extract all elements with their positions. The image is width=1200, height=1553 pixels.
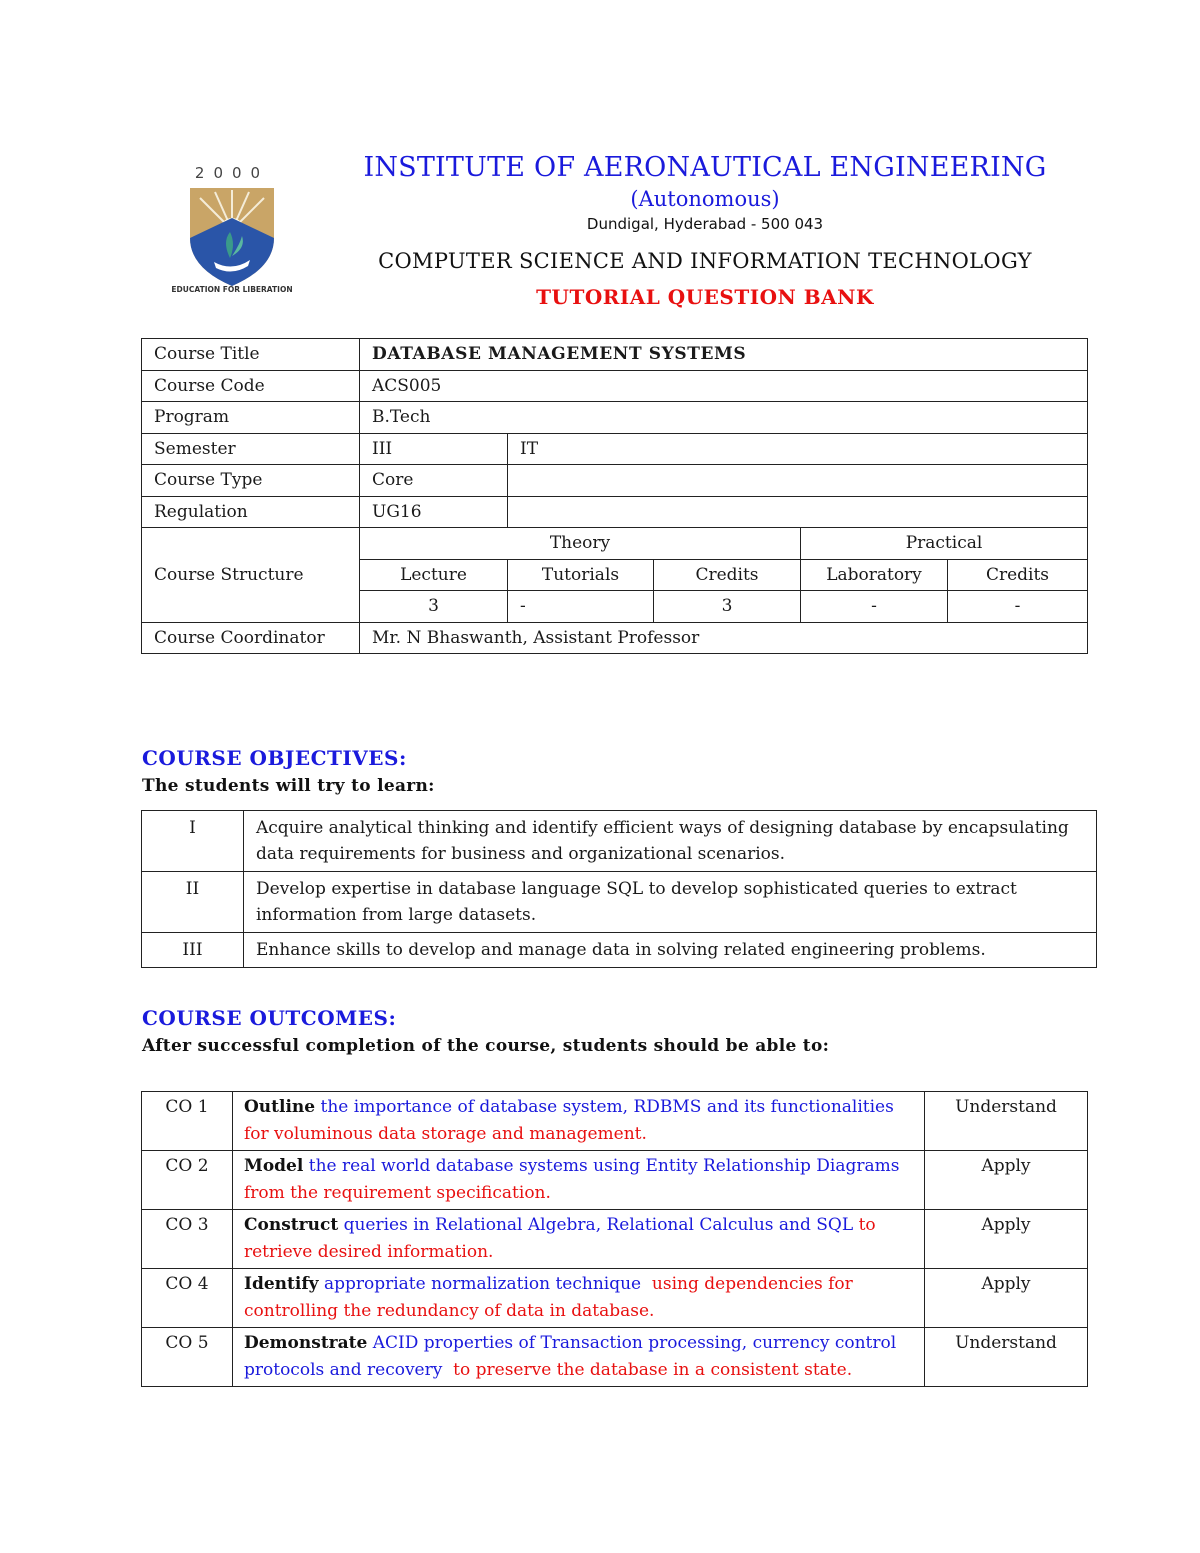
outcome-content: queries in Relational Algebra, Relational Calculus and SQL	[343, 1215, 854, 1235]
table-row	[142, 528, 1088, 560]
course-type-value: Core	[360, 465, 508, 497]
logo-year-text: 2000	[194, 164, 270, 182]
table-row	[142, 339, 1088, 371]
outcome-verb: Identify	[244, 1274, 319, 1294]
objective-number: II	[142, 872, 244, 933]
structure-header-lecture: Lecture	[360, 559, 508, 591]
table-row	[142, 1328, 1088, 1387]
table-row	[142, 811, 1097, 872]
outcome-number: CO 4	[142, 1269, 233, 1328]
semester-label: Semester	[142, 433, 360, 465]
objectives-table	[141, 810, 1097, 968]
objective-number: III	[142, 933, 244, 968]
outcome-verb: Construct	[244, 1215, 339, 1235]
outcome-content: ACID properties of Transaction processing, currency control protocols and recovery	[244, 1333, 897, 1380]
empty-cell	[508, 465, 1088, 497]
structure-value-tutorials: -	[508, 591, 654, 623]
table-row	[142, 1092, 1088, 1151]
structure-value-laboratory: -	[801, 591, 948, 623]
logo-motto-text: EDUCATION FOR LIBERATION	[171, 285, 293, 294]
objective-text: Enhance skills to develop and manage data in solving related engineering problems.	[244, 933, 1097, 968]
outcome-condition: using dependencies for controlling the redundancy of data in database.	[244, 1274, 853, 1321]
outcome-verb: Outline	[244, 1097, 316, 1117]
outcome-text	[233, 1269, 925, 1328]
course-title-label: Course Title	[142, 339, 360, 371]
table-row	[142, 496, 1088, 528]
practical-header: Practical	[801, 528, 1088, 560]
empty-cell	[508, 496, 1088, 528]
table-row	[142, 1269, 1088, 1328]
institute-address: Dundigal, Hyderabad - 500 043	[586, 215, 824, 233]
table-row	[142, 933, 1097, 968]
outcome-condition: to retrieve desired information.	[244, 1215, 876, 1262]
course-title-value: DATABASE MANAGEMENT SYSTEMS	[360, 339, 1088, 371]
document-title: TUTORIAL QUESTION BANK	[536, 285, 874, 309]
structure-header-laboratory: Laboratory	[801, 559, 948, 591]
outcome-number: CO 3	[142, 1210, 233, 1269]
objectives-heading: COURSE OBJECTIVES:	[142, 746, 407, 770]
course-structure-label: Course Structure	[142, 528, 360, 623]
outcome-content: the importance of database system, RDBMS and its functionalities	[320, 1097, 894, 1117]
outcome-condition: to preserve the database in a consistent state.	[453, 1360, 853, 1380]
department-name: COMPUTER SCIENCE AND INFORMATION TECHNOLOGY	[378, 249, 1032, 273]
coordinator-label: Course Coordinator	[142, 622, 360, 654]
structure-header-practical-credits: Credits	[948, 559, 1088, 591]
outcome-condition: for voluminous data storage and management.	[244, 1124, 647, 1144]
document-header	[310, 150, 1100, 312]
institute-logo-icon	[170, 158, 294, 294]
program-label: Program	[142, 402, 360, 434]
objectives-intro: The students will try to learn:	[142, 776, 435, 796]
structure-value-practical-credits: -	[948, 591, 1088, 623]
structure-value-credits: 3	[654, 591, 801, 623]
outcome-level: Apply	[925, 1210, 1088, 1269]
outcome-condition: from the requirement specification.	[244, 1183, 551, 1203]
outcome-verb: Demonstrate	[244, 1333, 368, 1353]
outcome-level: Apply	[925, 1269, 1088, 1328]
table-row	[142, 402, 1088, 434]
structure-header-credits: Credits	[654, 559, 801, 591]
objective-text: Acquire analytical thinking and identify efficient ways of designing database by encapsulating data requirements for business and organizational scenarios.	[244, 811, 1097, 872]
table-row	[142, 465, 1088, 497]
structure-value-lecture: 3	[360, 591, 508, 623]
structure-header-tutorials: Tutorials	[508, 559, 654, 591]
semester-value: III	[360, 433, 508, 465]
outcome-number: CO 1	[142, 1092, 233, 1151]
course-code-value: ACS005	[360, 370, 1088, 402]
table-row	[142, 433, 1088, 465]
program-value: B.Tech	[360, 402, 1088, 434]
outcomes-heading: COURSE OUTCOMES:	[142, 1006, 397, 1030]
table-row	[142, 622, 1088, 654]
regulation-label: Regulation	[142, 496, 360, 528]
table-row	[142, 872, 1097, 933]
coordinator-value: Mr. N Bhaswanth, Assistant Professor	[360, 622, 1088, 654]
table-row	[142, 1210, 1088, 1269]
outcome-level: Understand	[925, 1092, 1088, 1151]
institute-name: INSTITUTE OF AERONAUTICAL ENGINEERING	[363, 152, 1047, 183]
theory-header: Theory	[360, 528, 801, 560]
objective-number: I	[142, 811, 244, 872]
outcome-text	[233, 1092, 925, 1151]
autonomous-label: (Autonomous)	[630, 187, 780, 211]
outcome-number: CO 5	[142, 1328, 233, 1387]
objective-text: Develop expertise in database language SQL to develop sophisticated queries to extract information from large datasets.	[244, 872, 1097, 933]
branch-value: IT	[508, 433, 1088, 465]
outcomes-intro: After successful completion of the course, students should be able to:	[142, 1036, 830, 1056]
outcomes-table	[141, 1091, 1088, 1387]
outcome-text	[233, 1210, 925, 1269]
outcome-verb: Model	[244, 1156, 304, 1176]
outcome-number: CO 2	[142, 1151, 233, 1210]
outcome-content: appropriate normalization technique	[323, 1274, 642, 1294]
outcome-text	[233, 1151, 925, 1210]
outcome-text	[233, 1328, 925, 1387]
course-info-table	[141, 338, 1088, 654]
table-row	[142, 370, 1088, 402]
outcome-content: the real world database systems using Entity Relationship Diagrams	[308, 1156, 900, 1176]
outcome-level: Apply	[925, 1151, 1088, 1210]
course-code-label: Course Code	[142, 370, 360, 402]
course-type-label: Course Type	[142, 465, 360, 497]
table-row	[142, 1151, 1088, 1210]
outcome-level: Understand	[925, 1328, 1088, 1387]
regulation-value: UG16	[360, 496, 508, 528]
